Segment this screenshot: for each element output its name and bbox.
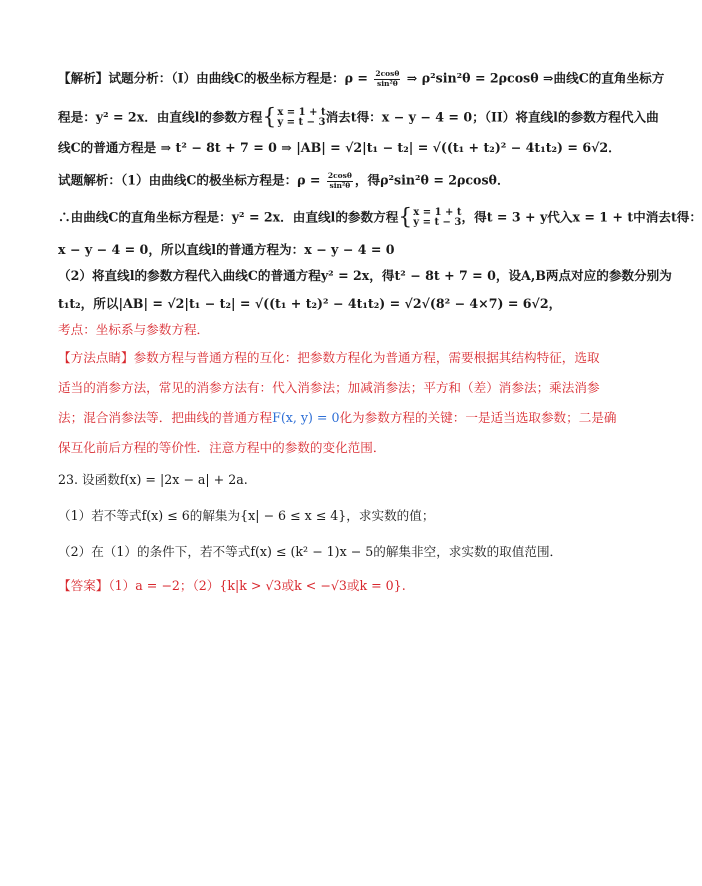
analysis-line-6: x − y − 4 = 0，所以直线l的普通方程为：x − y − 4 = 0 (58, 242, 395, 257)
method-line-3: 法；混合消参法等．把曲线的普通方程F(x, y) = 0化为参数方程的关键：一是适当选取参数；二是确 (58, 410, 617, 425)
answer-tag: 【答案】 (58, 578, 109, 593)
q23-stem: 23. 设函数f(x) = |2x − a| + 2a. (58, 472, 248, 487)
kaodian-line: 考点：坐标系与参数方程． (58, 322, 210, 337)
method-line-2: 适当的消参方法，常见的消参方法有：代入消参法；加减消参法；平方和（差）消参法；乘法消参 (58, 380, 600, 395)
analysis-line-7: （2）将直线l的参数方程代入曲线C的普通方程y² = 2x，得t² − 8t + 7 = 0，设A,B两点对应的参数分别为 (58, 268, 672, 283)
analysis-line-1: 【解析】试题分析：（I）由曲线C的极坐标方程是：ρ = $\frac{2\cos\theta}{\text{sin²θ}}$ ⇒ ρ²sin²θ = 2ρcosθ ⇒曲线C的直角坐标方 (58, 69, 665, 88)
analysis-line-4: 试题解析：（1）由曲线C的极坐标方程是：ρ = $\frac{2\cos\theta}{\text{sin²θ}}$ ，得ρ²sin²θ = 2ρcosθ． (58, 171, 510, 190)
method-line-4: 保互化前后方程的等价性．注意方程中的参数的变化范围． (58, 440, 386, 455)
analysis-line-8: t₁t₂，所以|AB| = √2|t₁ − t₂| = √((t₁ + t₂)² − 4t₁t₂) = √2√(8² − 4×7) = 6√2， (58, 296, 562, 311)
q23-part-2: （2）在（1）的条件下，若不等式f(x) ≤ (k² − 1)x − 5的解集非空，求实数的取值范围． (58, 544, 563, 559)
param-system: { x = 1 + t y = t − 3 (398, 205, 462, 230)
analysis-line-5: ∴由曲线C的直角坐标方程是：y² = 2x．由直线l的参数方程 { x = 1 + t y = t − 3 ，得t = 3 + y代入x = 1 + t中消去t得： (58, 205, 702, 230)
polar-fraction: $\frac{2\cos\theta}{\text{sin²θ}}$ (327, 171, 352, 190)
method-line-1: 【方法点睛】参数方程与普通方程的互化：把参数方程化为普通方程，需要根据其结构特征，选取 (58, 350, 600, 365)
param-system: { x = 1 + t y = t − 3 (262, 105, 326, 130)
q23-part-1: （1）若不等式f(x) ≤ 6的解集为{x| − 6 ≤ x ≤ 4}，求实数的值； (58, 508, 435, 523)
q23-answer: 【答案】（1）a = −2；（2）{k|k > √3或k < −√3或k = 0}. (58, 578, 406, 593)
method-tag: 【方法点睛】 (58, 350, 134, 365)
polar-fraction: $\frac{2\cos\theta}{\text{sin²θ}}$ (375, 69, 400, 88)
analysis-tag: 【解析】 (58, 70, 109, 86)
method-function: F(x, y) = 0 (272, 410, 340, 425)
analysis-line-3: 线C的普通方程是 ⇒ t² − 8t + 7 = 0 ⇒ |AB| = √2|t₁ − t₂| = √((t₁ + t₂)² − 4t₁t₂) = 6√2． (58, 140, 621, 155)
analysis-line-2: 程是：y² = 2x．由直线l的参数方程 { x = 1 + t y = t − 3 消去t得：x − y − 4 = 0；（II）将直线l的参数方程代入曲 (58, 105, 659, 130)
